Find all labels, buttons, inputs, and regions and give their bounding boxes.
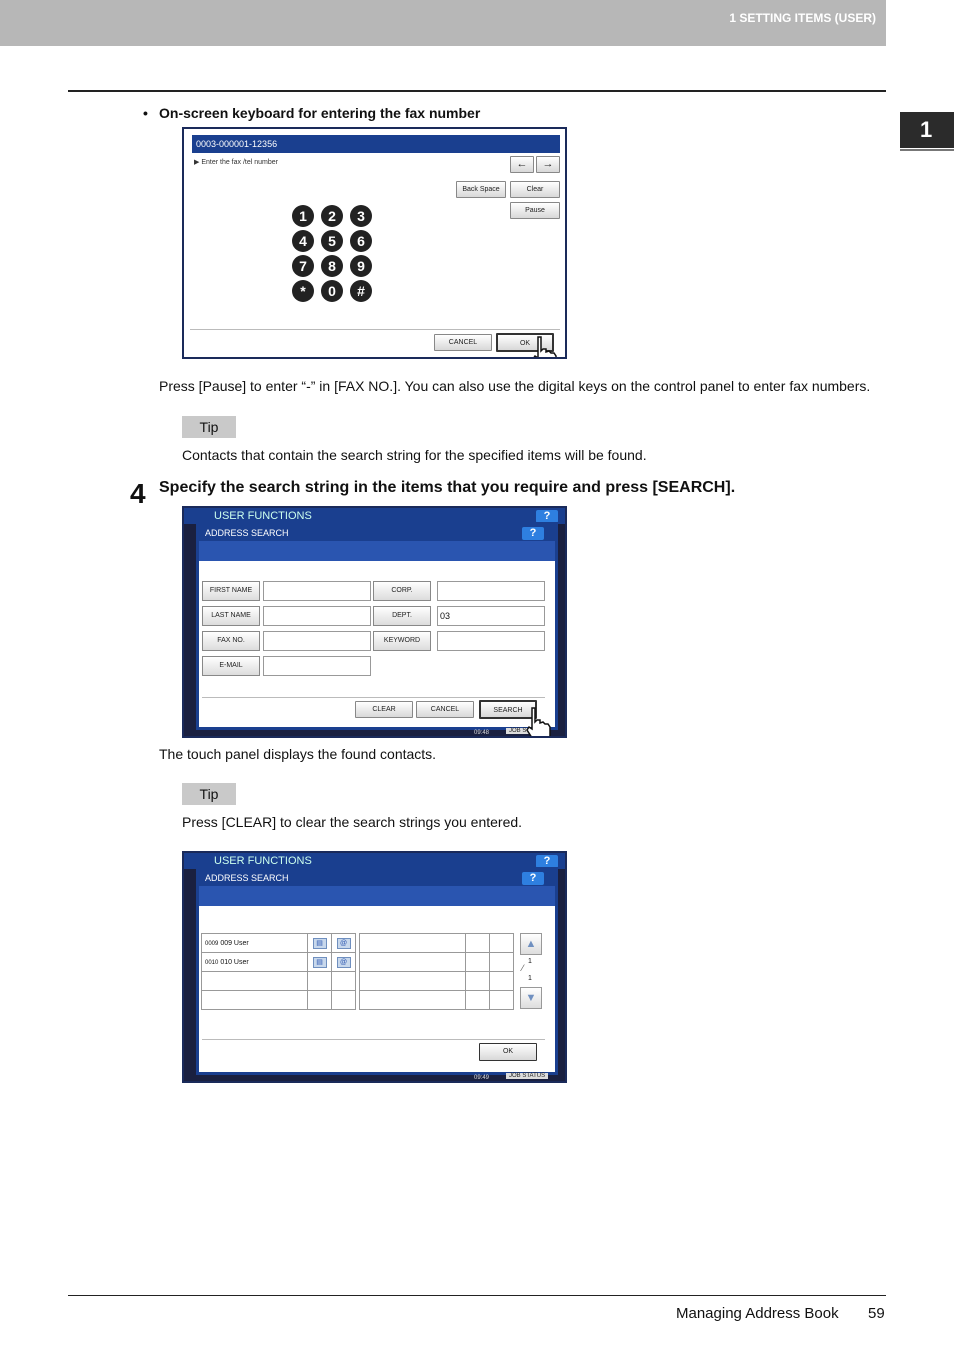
fax-no-button[interactable]: FAX NO. [202,631,260,651]
results-table-left [201,933,356,1010]
page-up-button[interactable]: ▲ [520,933,542,955]
first-name-field[interactable] [263,581,371,601]
pointer-hand-icon [524,706,554,738]
fax-keyboard-screenshot [182,127,567,359]
dialog-help-icon[interactable]: ? [522,527,544,540]
search-results-screenshot [182,851,567,1083]
table-row [202,972,356,991]
table-row [360,991,514,1010]
table-row[interactable] [202,934,356,953]
address-search-results-dialog [196,867,558,1075]
table-row [202,991,356,1010]
help-icon[interactable]: ? [536,510,558,523]
dialog-title: ADDRESS SEARCH [199,870,555,886]
page-down-button[interactable]: ▼ [520,987,542,1009]
clear-button[interactable]: Clear [510,181,560,198]
footer-title: Managing Address Book [676,1305,839,1322]
tip-text-2: Press [CLEAR] to clear the search strings you entered. [182,814,523,830]
email-icon[interactable]: @ [337,957,351,968]
key-7[interactable]: 7 [292,255,314,277]
email-field[interactable] [263,656,371,676]
fax-number-display: 0003-000001-12356 [192,135,560,153]
last-name-button[interactable]: LAST NAME [202,606,260,626]
section-title: 1 SETTING ITEMS (USER) [729,11,876,25]
clock: 09:49 [474,1075,490,1081]
dept-field[interactable]: 03 [437,606,545,626]
search-button[interactable]: SEARCH [479,700,537,719]
job-status-button[interactable]: JOB S [506,728,529,734]
key-star[interactable]: * [292,280,314,302]
bullet-heading: On-screen keyboard for entering the fax number [159,105,481,121]
back-space-button[interactable]: Back Space [456,181,506,198]
keyword-button[interactable]: KEYWORD [373,631,431,651]
key-8[interactable]: 8 [321,255,343,277]
dialog-separator [202,697,545,698]
entry-id: 0009 [205,940,219,947]
step-text: Specify the search string in the items that you require and press [SEARCH]. [159,479,736,496]
dialog-separator [202,1039,545,1040]
keyword-field[interactable] [437,631,545,651]
key-9[interactable]: 9 [350,255,372,277]
pause-button[interactable]: Pause [510,202,560,219]
page-number: 59 [868,1305,885,1322]
page-total: 1 [528,975,532,982]
fax-hint: ▶ Enter the fax /tel number [194,159,278,166]
key-4[interactable]: 4 [292,230,314,252]
key-2[interactable]: 2 [321,205,343,227]
dialog-title: ADDRESS SEARCH [199,525,555,541]
address-search-dialog [196,522,558,730]
last-name-field[interactable] [263,606,371,626]
corp-field[interactable] [437,581,545,601]
left-arrow-button[interactable]: ← [510,156,534,173]
page-divider: ⁄ [522,963,524,973]
cancel-button[interactable]: CANCEL [416,701,474,718]
bottom-rule [68,1295,886,1296]
pause-instructions: Press [Pause] to enter “-” in [FAX NO.]. You can also use the digital keys on the control panel to enter fax numbers. [159,378,871,394]
job-status-button[interactable]: JOB STATUS [506,1073,548,1079]
key-6[interactable]: 6 [350,230,372,252]
table-row [360,972,514,991]
table-row [360,953,514,972]
table-row [360,934,514,953]
entry-name: 010 User [220,958,249,966]
fax-icon[interactable]: ▤ [313,938,327,949]
key-3[interactable]: 3 [350,205,372,227]
user-functions-title: USER FUNCTIONS [184,508,565,524]
found-contacts-text: The touch panel displays the found contacts. [159,746,437,762]
dept-button[interactable]: DEPT. [373,606,431,626]
corp-button[interactable]: CORP. [373,581,431,601]
key-0[interactable]: 0 [321,280,343,302]
step-number: 4 [130,478,146,509]
key-1[interactable]: 1 [292,205,314,227]
email-icon[interactable]: @ [337,938,351,949]
clear-button[interactable]: CLEAR [355,701,413,718]
page-current: 1 [528,958,532,965]
dialog-band [199,541,555,561]
ok-button[interactable]: OK [496,333,554,352]
ok-button[interactable]: OK [479,1043,537,1061]
dialog-help-icon[interactable]: ? [522,872,544,885]
clock: 09:48 [474,730,490,736]
entry-name: 009 User [220,939,249,947]
entry-id: 0010 [205,959,219,966]
key-5[interactable]: 5 [321,230,343,252]
fax-no-field[interactable] [263,631,371,651]
right-arrow-button[interactable]: → [536,156,560,173]
bullet-dot: • [143,105,148,121]
table-row[interactable] [202,953,356,972]
tip-text-1: Contacts that contain the search string for the specified items will be found. [182,447,647,463]
tip-label: Tip [182,416,236,438]
email-button[interactable]: E-MAIL [202,656,260,676]
page-header-band [0,0,886,46]
chapter-tab-underline [900,149,954,151]
cancel-button[interactable]: CANCEL [434,334,492,351]
fax-icon[interactable]: ▤ [313,957,327,968]
results-table-right [359,933,514,1010]
help-icon[interactable]: ? [536,855,558,868]
dialog-band [199,886,555,906]
top-rule [68,90,886,92]
tip-label-2: Tip [182,783,236,805]
first-name-button[interactable]: FIRST NAME [202,581,260,601]
address-search-screenshot [182,506,567,738]
keyboard-separator [190,329,560,330]
user-functions-title: USER FUNCTIONS [184,853,565,869]
chapter-tab: 1 [900,112,954,148]
key-hash[interactable]: # [350,280,372,302]
pointer-hand-icon [530,335,560,359]
